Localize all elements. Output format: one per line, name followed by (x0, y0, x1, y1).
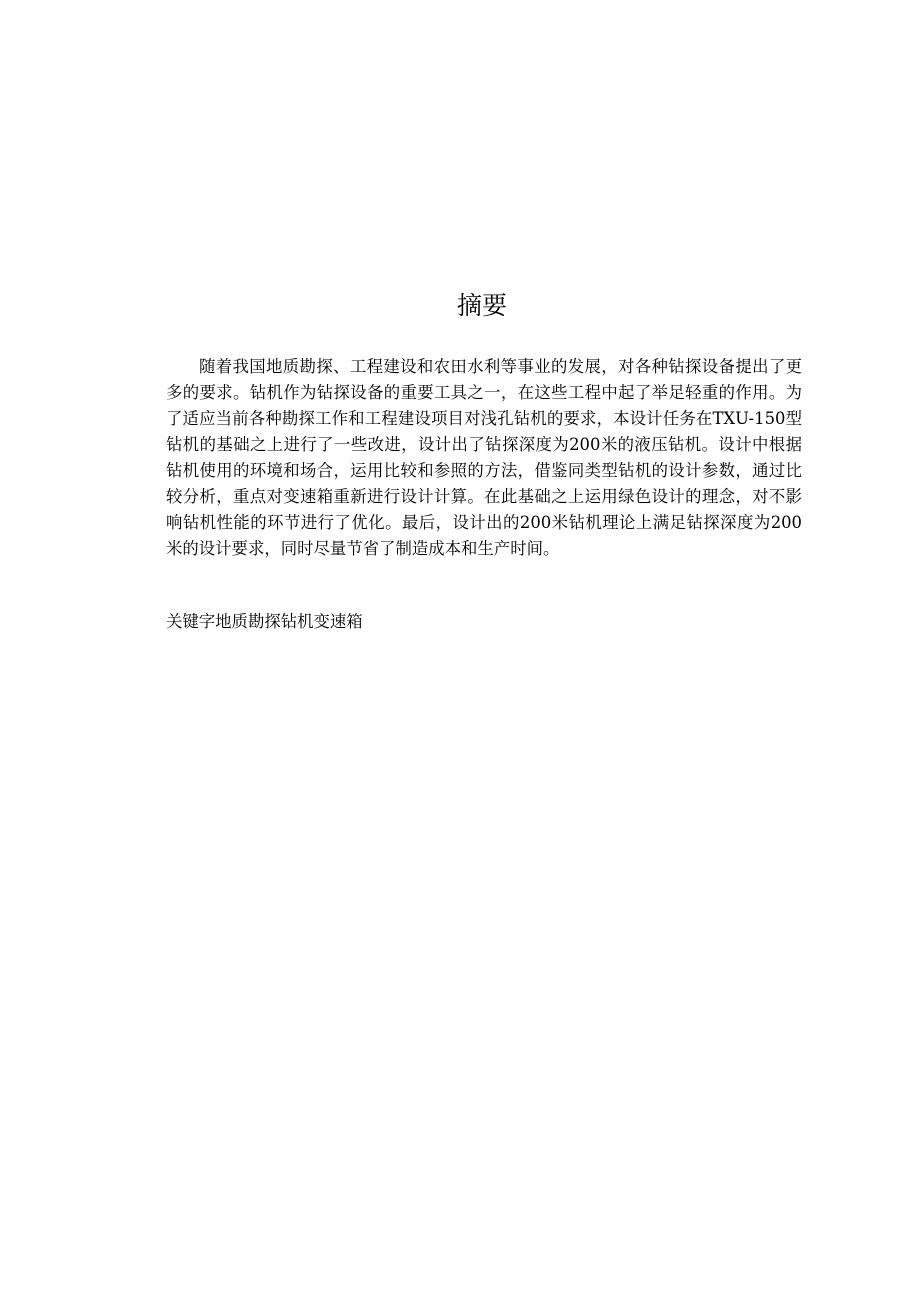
page-title: 摘要 (456, 291, 507, 320)
keywords-line: 关键字地质勘探钻机变速箱 (166, 612, 363, 631)
abstract-paragraph: 随着我国地质勘探、工程建设和农田水利等事业的发展，对各种钻探设备提出了更多的要求。钻机作为钻探设备的重要工具之一，在这些工程中起了举足轻重的作用。为了适应当前各种勘探工作和工程建设项目对浅孔钻机的要求，本设计任务在TXU-150型钻机的基础之上进行了一些改进，设计出了钻探深度为200米的液压钻机。设计中根据钻机使用的环境和场合，运用比较和参照的方法，借鉴同类型钻机的设计参数，通过比较分析，重点对变速箱重新进行设计计算。在此基础之上运用绿色设计的理念，对不影响钻机性能的环节进行了优化。最后，设计出的200米钻机理论上满足钻探深度为200米的设计要求，同时尽量节省了制造成本和生产时间。 (166, 357, 802, 558)
